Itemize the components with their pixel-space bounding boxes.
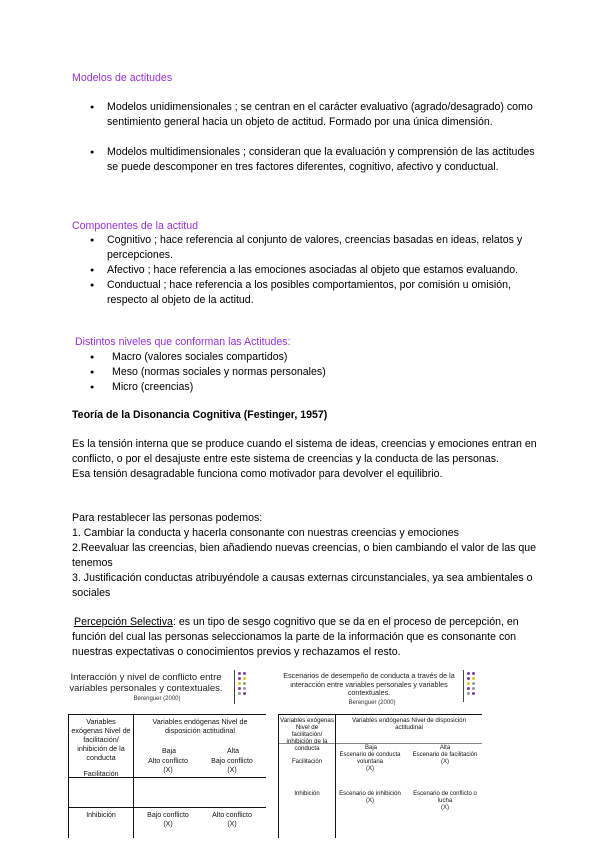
sub-header-low: Baja <box>161 748 176 755</box>
restore-intro: Para restablecer las personas podemos: <box>72 512 263 524</box>
theory-motivation: Esa tensión desagradable funciona como motivador para devolver el equilibrio. <box>72 468 443 480</box>
selective-perception-text: : es un tipo de sesgo cognitivo que se da en el proceso de percepción, en función del cual las personas seleccionamos la parte de la información que es consonante con nuestras expectativas o conocimientos previos y rechazamos el resto. <box>72 616 519 658</box>
selective-perception-term: Percepción Selectiva <box>74 616 173 628</box>
list-item: ● Afectivo ; hace referencia a las emociones asociadas al objeto que estamos evaluando. <box>90 263 545 278</box>
restore-step: 2.Reevaluar las creencias, bien añadiendo nuevas creencias, o bien cambiando el valor de las que tenemos <box>72 542 537 569</box>
col1-header: Variables exógenas Nivel de facilitación/ inhibición de la conducta <box>280 717 334 752</box>
figure-left-dots-icon <box>238 672 262 706</box>
models-heading: Modelos de actitudes <box>72 72 173 84</box>
theory-body <box>72 437 550 482</box>
row1-low: Escenario de conducta voluntaria (X) <box>339 752 401 772</box>
figure-right-dots-icon <box>467 672 481 706</box>
theory-definition: Es la tensión interna que se produce cuando el sistema de ideas, creencias y emociones entran en conflicto, o por el desajuste entre este sistema de creencias y la conducta de las personas. <box>72 438 537 465</box>
list-item: ● Modelos unidimensionales ; se centran en el carácter evaluativo (agrado/desagrado) como sentimiento general hacia un objeto de actitud. Formado por una única dimensión. <box>90 100 545 130</box>
sub-header-high: Alta <box>226 748 240 755</box>
row2-high: Escenario de conflicto o lucha (X) <box>413 791 477 811</box>
col1-header: Variables exógenas Nivel de facilitación/ inhibición de la conducta <box>71 717 131 762</box>
theory-title: Teoría de la Disonancia Cognitiva (Festinger, 1957) <box>72 409 328 421</box>
row2-label: Inhibición <box>86 812 116 819</box>
row2-high: Alto conflicto (X) <box>212 812 252 828</box>
row1-label: Facilitación <box>83 771 119 778</box>
list-item: ● Modelos multidimensionales ; consideran que la evaluación y comprensión de las actitudes se puede descomponer en tres factores diferentes, cognitivo, afectivo y conductual. <box>90 145 545 175</box>
list-item: ● Conductual ; hace referencia a los posibles comportamientos, por comisión u omisión, respecto al objeto de la actitud. <box>90 278 545 308</box>
list-item: ● Cognitivo ; hace referencia al conjunto de valores, creencias basadas en ideas, relatos y percepciones. <box>90 233 545 263</box>
list-item: ● Meso (normas sociales y normas personales) <box>90 365 490 380</box>
figure-left-author: Berenguer (2000) <box>133 696 181 702</box>
figure-left <box>62 666 266 838</box>
levels-heading: Distintos niveles que conforman las Actitudes: <box>75 336 291 348</box>
row1-label: Facilitación <box>291 759 322 765</box>
col2-header: Variables endógenas Nivel de disposición actitudinal <box>351 717 467 731</box>
components-heading: Componentes de la actitud <box>72 220 199 232</box>
row1-high: Escenario de facilitación (X) <box>412 752 478 765</box>
row2-label: Inhibición <box>294 791 320 797</box>
row1-low: Alto conflicto (X) <box>148 758 188 774</box>
table-divider <box>335 715 336 838</box>
row2-low: Escenario de inhibición (X) <box>339 791 401 804</box>
figure-right-divider <box>463 670 464 702</box>
selective-perception-paragraph <box>72 615 552 660</box>
restore-step: 3. Justificación conductas atribuyéndole a causas externas circunstanciales, ya sea ambientales o sociales <box>72 572 533 599</box>
list-item: ● Micro (creencias) <box>90 380 490 395</box>
list-item: ● Macro (valores sociales compartidos) <box>90 350 490 365</box>
components-list <box>90 233 545 308</box>
restore-step: 1. Cambiar la conducta y hacerla consonante con nuestras creencias y emociones <box>72 527 459 539</box>
sub-header-low: Baja <box>364 745 377 751</box>
models-list <box>90 100 545 175</box>
row2-low: Bajo conflicto (X) <box>147 812 189 828</box>
restore-block <box>72 511 550 601</box>
figure-right-title: Escenarios de desempeño de conducta a través de la interacción entre variables personales y variables contextuales. <box>283 671 455 697</box>
figure-right-table <box>278 714 482 838</box>
col2-header: Variables endógenas Nivel de disposición actitudinal <box>152 717 248 735</box>
figure-left-divider <box>234 670 235 704</box>
row1-high: Bajo conflicto (X) <box>211 758 253 774</box>
figure-left-table <box>68 714 266 838</box>
table-divider <box>69 807 266 808</box>
figure-left-title: Interacción y nivel de conflicto entre variables personales y contextuales. <box>69 672 223 694</box>
figure-right <box>277 668 482 838</box>
sub-header-high: Alta <box>439 745 451 751</box>
levels-list <box>90 350 490 395</box>
figure-right-author: Berenguer (2000) <box>348 700 396 706</box>
